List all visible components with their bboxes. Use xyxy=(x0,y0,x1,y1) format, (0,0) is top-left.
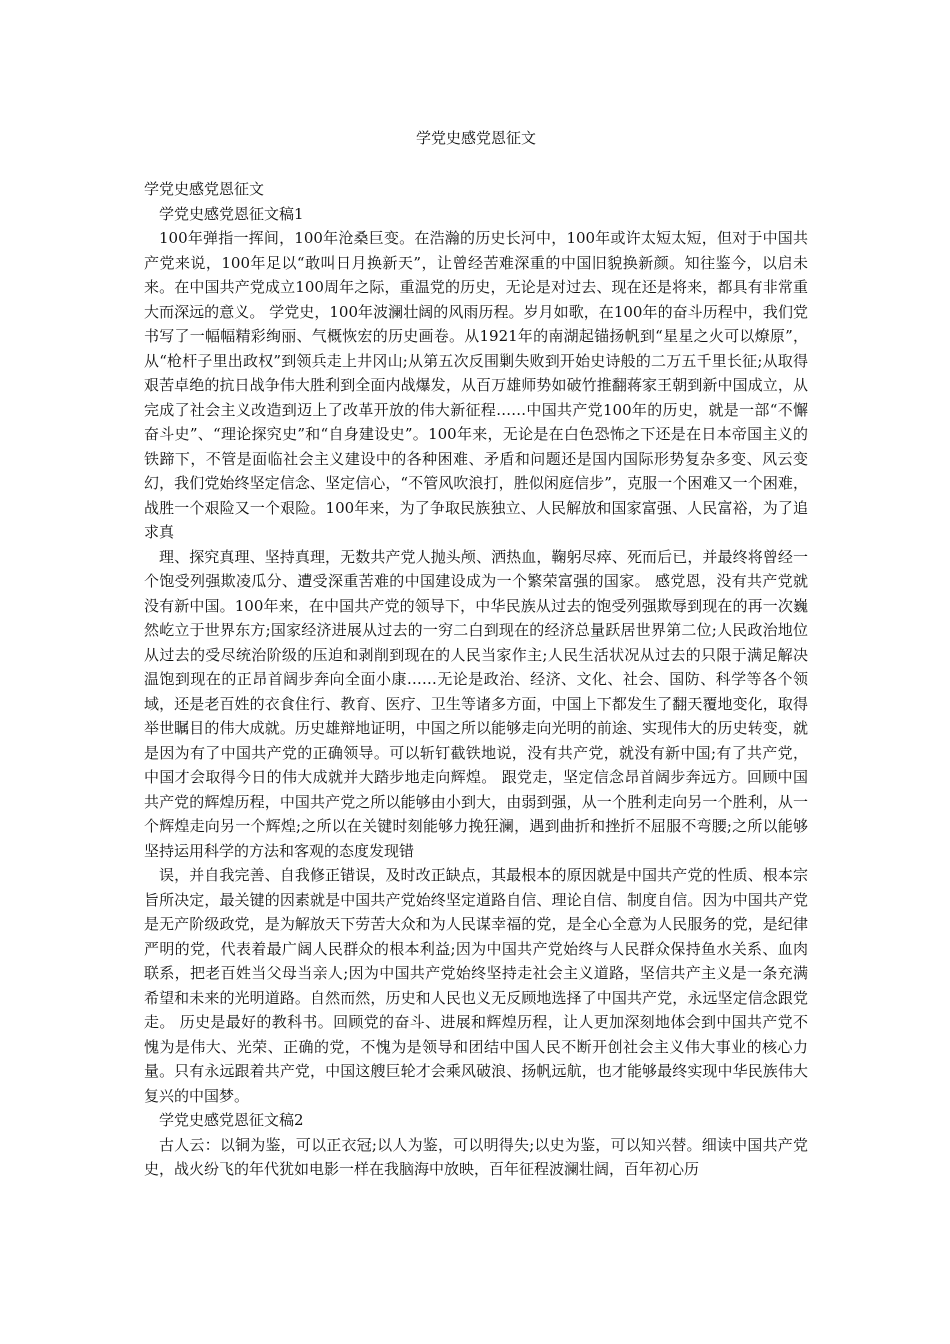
section-1-paragraph-1: 100年弹指一挥间，100年沧桑巨变。在浩瀚的历史长河中，100年或许太短太短，但对于中国共产党来说，100年足以“敢叫日月换新天”，让曾经苦难深重的中国旧貌换新颜。知往鉴今，以启未来。在中国共产党成立100周年之际，重温党的历史，无论是对过去、现在还是将来，都具有非常重大而深远的意义。 学党史，100年波澜壮阔的风雨历程。岁月如歌，在100年的奋斗历程中，我们党书写了一幅幅精彩绚丽、气概恢宏的历史画卷。从1921年的南湖起锚扬帆到“星星之火可以燎原”，从“枪杆子里出政权”到领兵走上井冈山;从第五次反围剿失败到开始史诗般的二万五千里长征;从取得艰苦卓绝的抗日战争伟大胜利到全面内战爆发，从百万雄师势如破竹推翻蒋家王朝到新中国成立，从完成了社会主义改造到迈上了改革开放的伟大新征程……中国共产党100年的历史，就是一部“不懈奋斗史”、“理论探究史”和“自身建设史”。100年来，无论是在白色恐怖之下还是在日本帝国主义的铁蹄下，不管是面临社会主义建设中的各种困难、矛盾和问题还是国内国际形势复杂多变、风云变幻，我们党始终坚定信念、坚定信心，“不管风吹浪打，胜似闲庭信步”，克服一个困难又一个困难，战胜一个艰险又一个艰险。100年来，为了争取民族独立、人民解放和国家富强、人民富裕，为了追求真 xyxy=(144,229,808,541)
section-2-paragraph-1: 古人云：以铜为鉴，可以正衣冠;以人为鉴，可以明得失;以史为鉴，可以知兴替。细读中国共产党史，战火纷飞的年代犹如电影一样在我脑海中放映，百年征程波澜壮阔，百年初心历 xyxy=(144,1135,808,1178)
document-title: 学党史感党恩征文 xyxy=(415,129,536,147)
section-1-paragraph-3: 误，并自我完善、自我修正错误，及时改正缺点，其最根本的原因就是中国共产党的性质、根本宗旨所决定，最关键的因素就是中国共产党始终坚定道路自信、理论自信、制度自信。因为中国共产党是无产阶级政党，是为解放天下劳苦大众和为人民谋幸福的党，是全心全意为人民服务的党，是纪律严明的党，代表着最广阔人民群众的根本利益;因为中国共产党始终与人民群众保持鱼水关系、血肉联系，把老百姓当父母当亲人;因为中国共产党始终坚持走社会主义道路，坚信共产主义是一条充满希望和未来的光明道路。自然而然，历史和人民也义无反顾地选择了中国共产党，永远坚定信念跟党走。 历史是最好的教科书。回顾党的奋斗、进展和辉煌历程，让人更加深刻地体会到中国共产党不愧为是伟大、光荣、正确的党，不愧为是领导和团结中国人民不断开创社会主义伟大事业的核心力量。只有永远跟着共产党，中国这艘巨轮才会乘风破浪、扬帆远航，也才能够最终实现中华民族伟大复兴的中国梦。 xyxy=(144,866,808,1105)
section-1-paragraph-2: 理、探究真理、坚持真理，无数共产党人抛头颅、洒热血，鞠躬尽瘁、死而后已，并最终将曾经一个饱受列强欺凌瓜分、遭受深重苦难的中国建设成为一个繁荣富强的国家。 感党恩，没有共产党就没有新中国。100年来，在中国共产党的领导下，中华民族从过去的饱受列强欺辱到现在的再一次巍然屹立于世界东方;国家经济进展从过去的一穷二白到现在的经济总量跃居世界第二位;人民政治地位从过去的受尽统治阶级的压迫和剥削到现在的人民当家作主;人民生活状况从过去的只限于满足解决温饱到现在的正昂首阔步奔向全面小康……无论是政治、经济、文化、社会、国防、科学等各个领域，还是老百姓的衣食住行、教育、医疗、卫生等诸多方面，中国上下都发生了翻天覆地变化，取得举世瞩目的伟大成就。历史雄辩地证明，中国之所以能够走向光明的前途、实现伟大的历史转变，就是因为有了中国共产党的正确领导。可以斩钉截铁地说，没有共产党，就没有新中国;有了共产党，中国才会取得今日的伟大成就并大踏步地走向辉煌。 跟党走，坚定信念昂首阔步奔远方。回顾中国共产党的辉煌历程，中国共产党之所以能够由小到大，由弱到强，从一个胜利走向另一个胜利，从一个辉煌走向另一个辉煌;之所以在关键时刻能够力挽狂澜，遇到曲折和挫折不屈服不弯腰;之所以能够坚持运用科学的方法和客观的态度发现错 xyxy=(144,547,808,860)
document-heading: 学党史感党恩征文 xyxy=(144,180,265,198)
section-heading-2: 学党史感党恩征文稿2 xyxy=(159,1111,304,1129)
section-heading-1: 学党史感党恩征文稿1 xyxy=(159,204,304,223)
document-body xyxy=(144,177,808,1182)
